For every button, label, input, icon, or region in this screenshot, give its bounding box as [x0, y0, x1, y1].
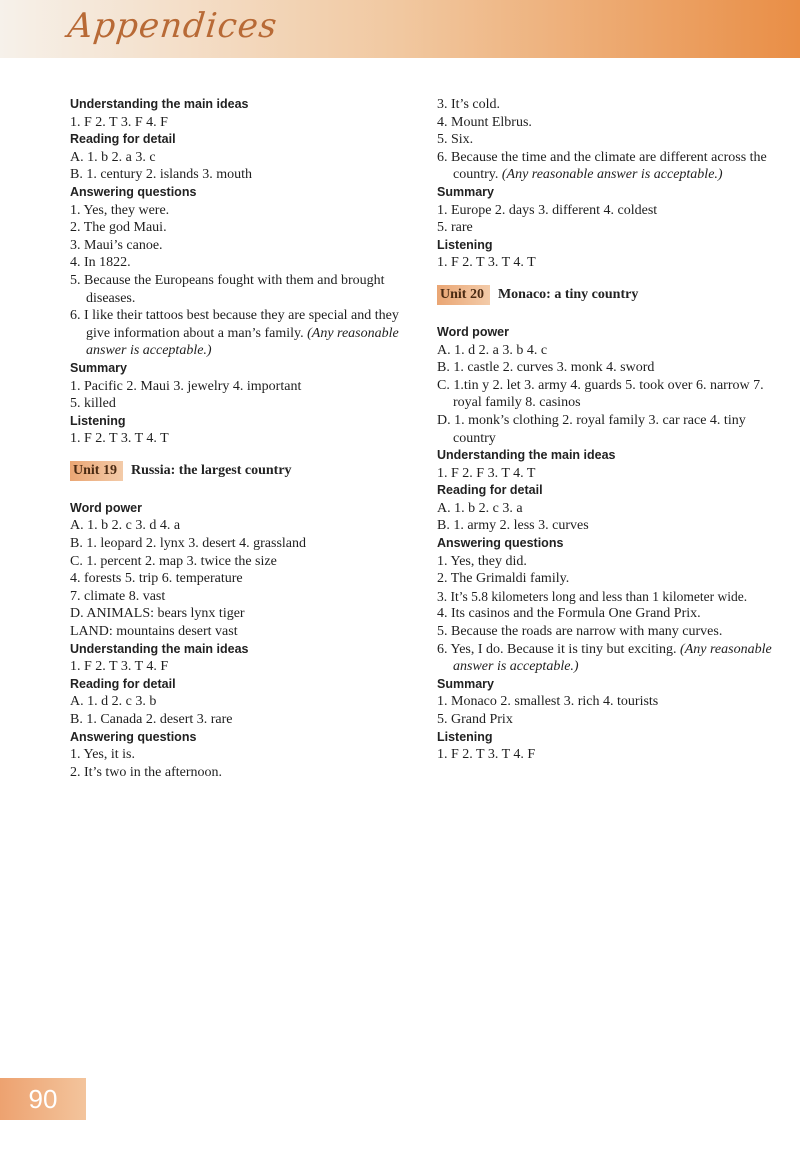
answer-line	[437, 641, 777, 676]
answer-line: 7. climate 8. vast	[70, 588, 166, 604]
answer-line: 1. Monaco 2. smallest 3. rich 4. tourists	[437, 694, 659, 710]
answer-line: 1. F 2. F 3. T 4. T	[437, 465, 536, 481]
section-heading: Word power	[437, 324, 509, 339]
page-header-band	[0, 0, 800, 58]
answer-line: 5. Six.	[437, 132, 474, 148]
left-column	[70, 96, 410, 781]
answer-line: LAND: mountains desert vast	[70, 624, 238, 640]
answer-line: B. 1. Canada 2. desert 3. rare	[70, 712, 233, 727]
answer-note: (Any reasonable answer is acceptable.)	[86, 325, 399, 359]
section-heading: Answering questions	[437, 536, 564, 551]
answer-line: B. 1. century 2. islands 3. mouth	[70, 167, 252, 183]
answer-line: 4. forests 5. trip 6. temperature	[70, 571, 243, 587]
answer-line: 1. Pacific 2. Maui 3. jewelry 4. important	[70, 378, 302, 394]
answer-line: D. ANIMALS: bears lynx tiger	[70, 606, 245, 622]
answer-line: A. 1. d 2. a 3. b 4. c	[437, 342, 548, 358]
answer-text: 6. Yes, I do. Because it is tiny but exciting.	[437, 641, 677, 657]
answer-text: 6. Because the time and the climate are different across the country.	[437, 149, 767, 183]
section-heading: Summary	[437, 676, 494, 691]
answer-line: 2. The god Maui.	[70, 220, 167, 236]
answer-line: 5. rare	[437, 220, 473, 236]
answer-line: B. 1. leopard 2. lynx 3. desert 4. grassland	[70, 536, 307, 552]
answer-line: 1. F 2. T 3. T 4. F	[437, 747, 536, 763]
answer-line: A. 1. d 2. c 3. b	[70, 694, 157, 710]
answer-line: 5. Because the Europeans fought with them and brought diseases.	[70, 272, 385, 306]
unit-badge: Unit 19	[70, 461, 123, 481]
answer-note: (Any reasonable answer is acceptable.)	[453, 641, 772, 675]
unit-19-header	[70, 460, 410, 482]
page-title: Appendices	[65, 6, 280, 46]
section-heading: Reading for detail	[70, 132, 176, 147]
answer-line: 4. In 1822.	[70, 255, 131, 271]
section-heading: Answering questions	[70, 729, 197, 744]
section-heading: Answering questions	[70, 184, 197, 199]
answer-text: 6. I like their tattoos best because they are special and they give information about a man’s family.	[70, 308, 399, 341]
answer-line: 1. F 2. T 3. T 4. T	[437, 255, 536, 271]
section-heading: Reading for detail	[437, 483, 543, 498]
answer-line: 1. Yes, they did.	[437, 553, 527, 569]
answer-line: 2. The Grimaldi family.	[437, 571, 570, 587]
answer-line: D. 1. monk’s clothing 2. royal family 3. car race 4. tiny country	[437, 412, 746, 446]
answer-line: 3. It’s 5.8 kilometers long and less than 1 kilometer wide.	[437, 588, 748, 604]
answer-line: 5. Because the roads are narrow with many curves.	[437, 624, 723, 640]
answer-line: 1. F 2. T 3. T 4. T	[70, 431, 169, 447]
answer-line: 1. Yes, it is.	[70, 747, 135, 763]
answer-line	[437, 149, 777, 184]
section-heading: Summary	[70, 360, 127, 375]
unit-title: Russia: the largest country	[130, 462, 292, 478]
answer-line: 1. F 2. T 3. F 4. F	[70, 114, 168, 130]
answer-line: A. 1. b 2. c 3. a	[437, 500, 523, 516]
answer-line: 5. killed	[70, 396, 116, 412]
answer-line	[70, 307, 410, 360]
page-number: 90	[0, 1078, 86, 1120]
answer-line: 4. Mount Elbrus.	[437, 114, 532, 130]
section-heading: Listening	[70, 413, 126, 428]
answer-line: 3. It’s cold.	[437, 97, 500, 112]
answer-line: B. 1. castle 2. curves 3. monk 4. sword	[437, 360, 655, 376]
answer-line: 3. Maui’s canoe.	[70, 237, 163, 253]
section-heading: Understanding the main ideas	[437, 448, 616, 463]
answer-line: 1. Yes, they were.	[70, 202, 170, 218]
answer-line: 1. Europe 2. days 3. different 4. coldest	[437, 202, 658, 218]
section-heading: Listening	[437, 237, 493, 252]
answer-line: 1. F 2. T 3. T 4. F	[70, 659, 169, 675]
answer-note: (Any reasonable answer is acceptable.)	[501, 167, 723, 183]
right-column	[437, 96, 777, 764]
section-heading: Understanding the main ideas	[70, 641, 249, 656]
answer-line: 4. Its casinos and the Formula One Grand Prix.	[437, 606, 701, 622]
section-heading: Understanding the main ideas	[70, 97, 249, 111]
unit-title: Monaco: a tiny country	[497, 286, 639, 302]
answer-line: A. 1. b 2. c 3. d 4. a	[70, 518, 181, 534]
unit-badge: Unit 20	[437, 285, 490, 305]
answer-line: C. 1.tin y 2. let 3. army 4. guards 5. took over 6. narrow 7. royal family 8. casinos	[437, 377, 764, 411]
section-heading: Summary	[437, 184, 494, 199]
answer-line: A. 1. b 2. a 3. c	[70, 149, 156, 165]
unit-20-header	[437, 284, 777, 306]
answer-line: 5. Grand Prix	[437, 712, 513, 727]
section-heading: Listening	[437, 729, 493, 744]
section-heading: Word power	[70, 500, 142, 515]
answer-line: B. 1. army 2. less 3. curves	[437, 518, 589, 534]
answer-line: 2. It’s two in the afternoon.	[70, 764, 223, 780]
section-heading: Reading for detail	[70, 676, 176, 691]
answer-line: C. 1. percent 2. map 3. twice the size	[70, 553, 277, 569]
